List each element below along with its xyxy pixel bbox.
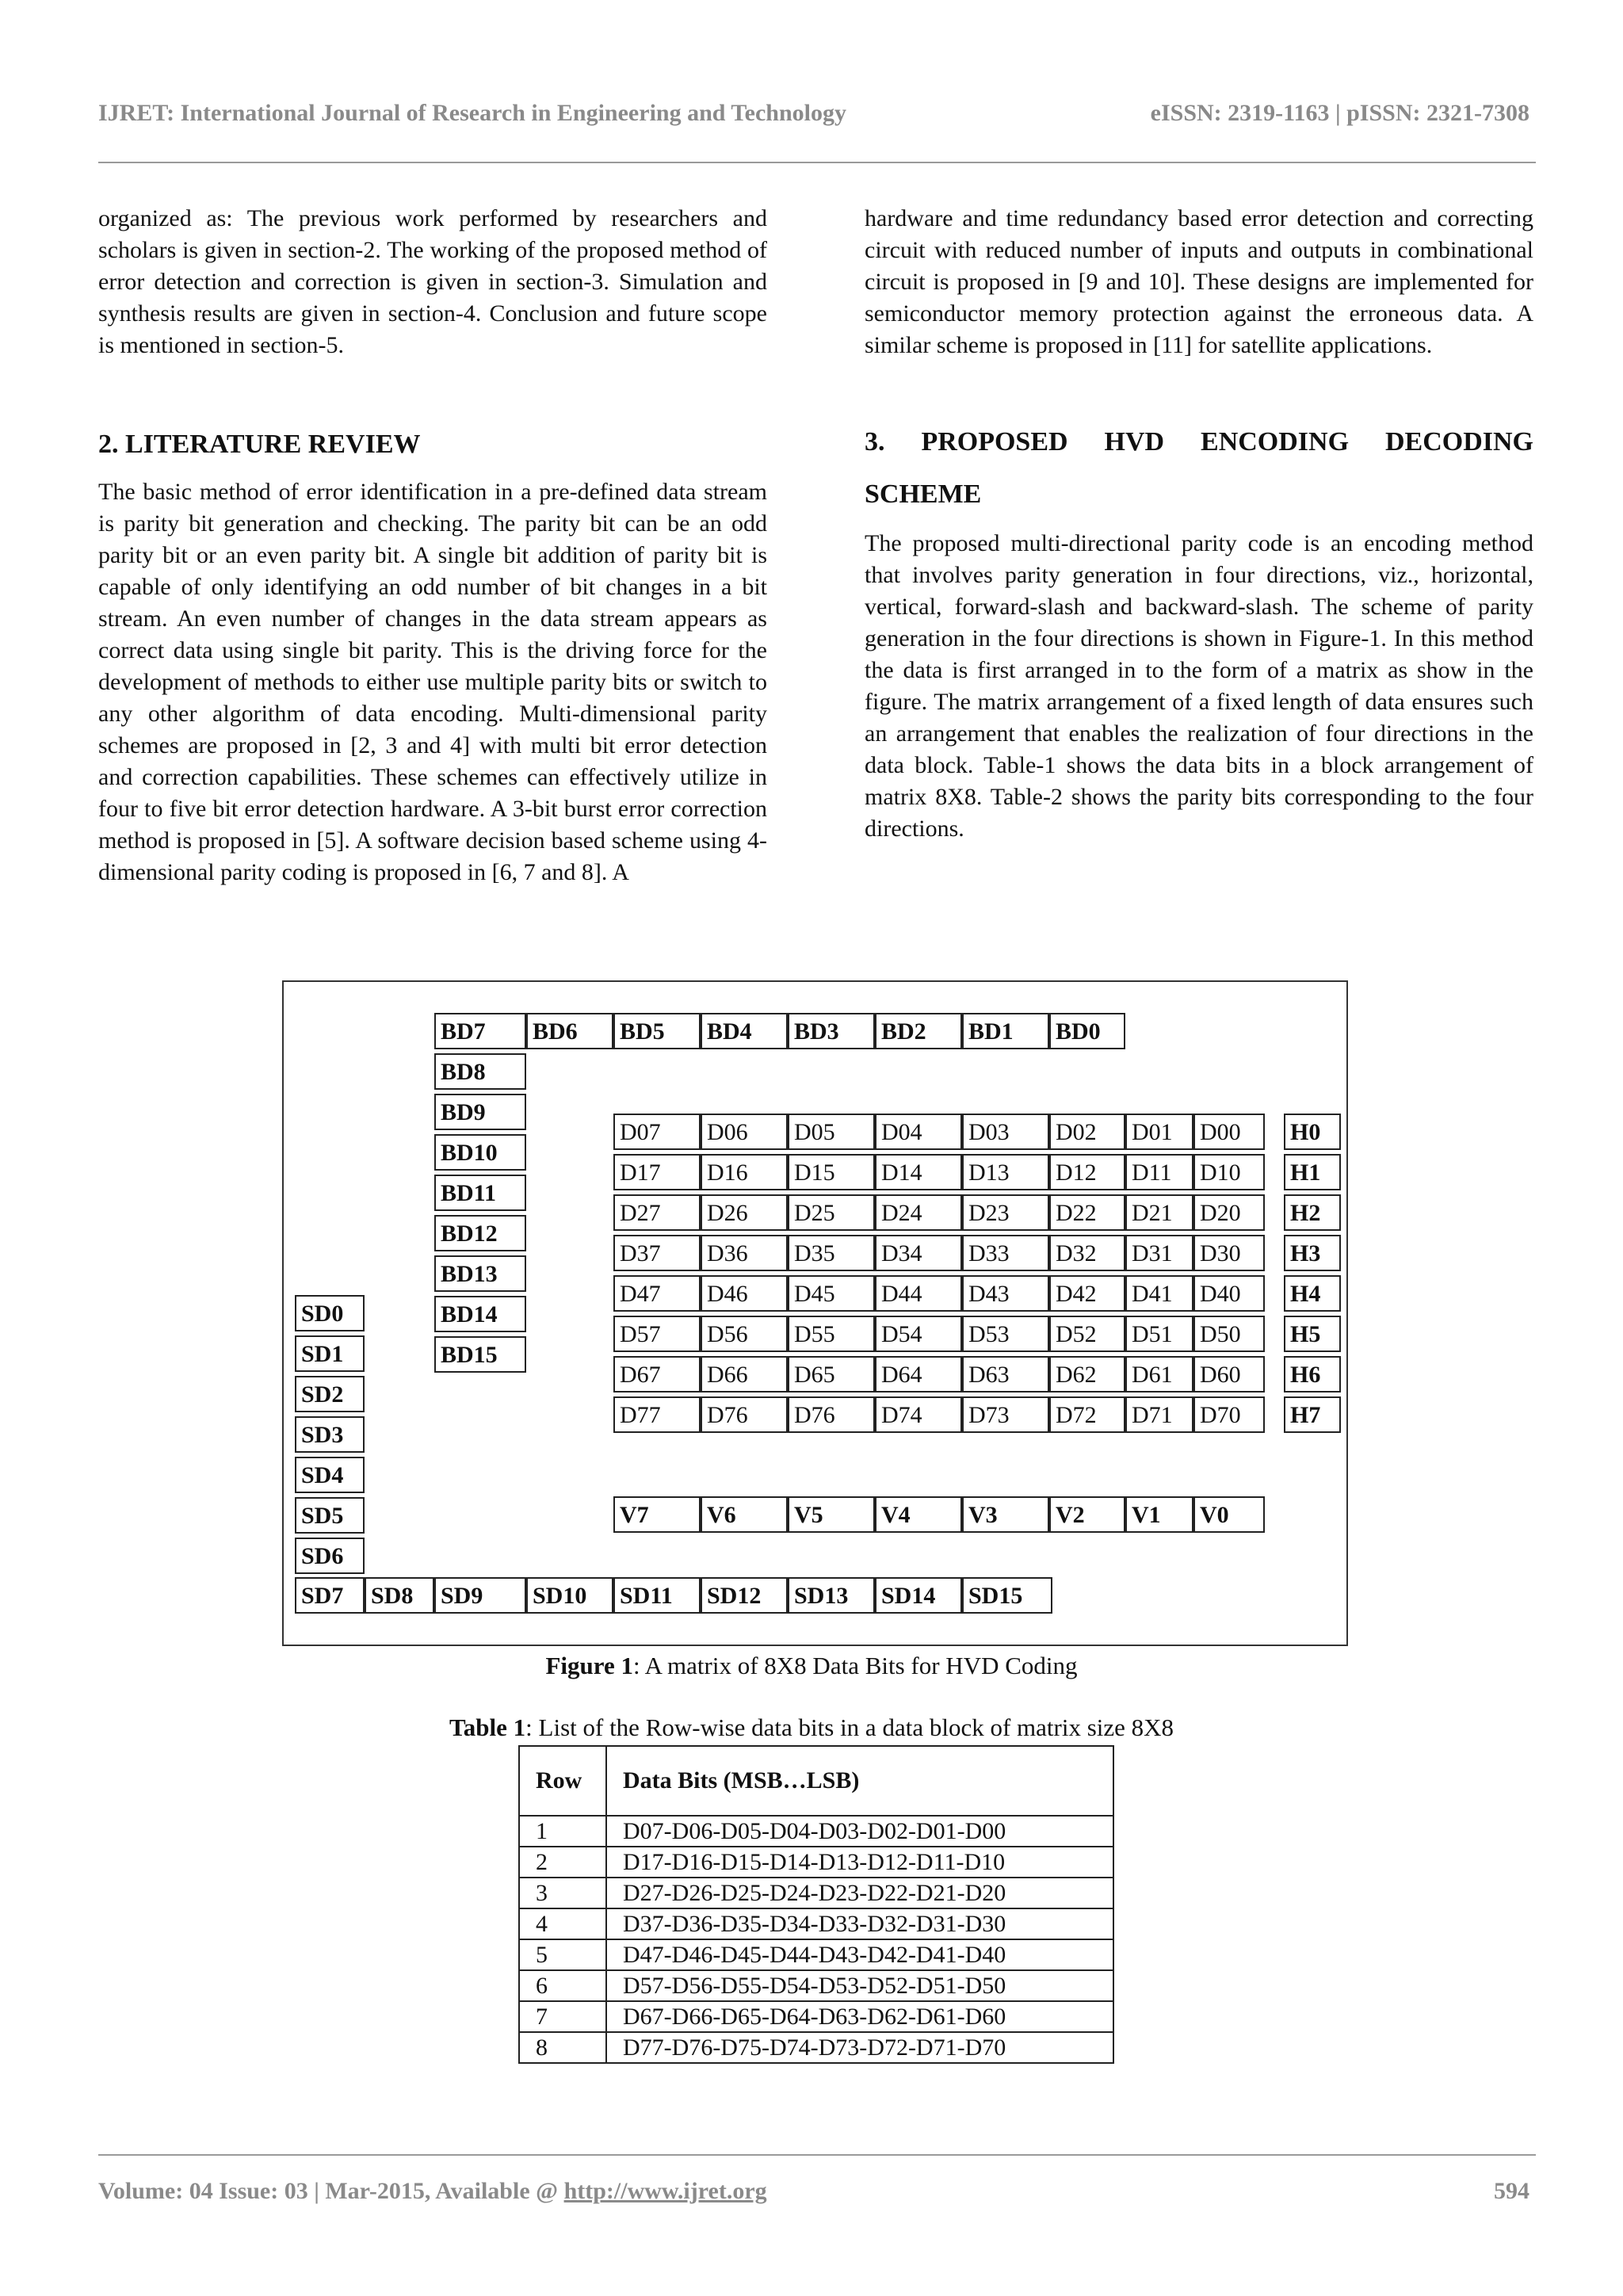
- bd-cell: BD4: [701, 1013, 788, 1049]
- page-header: [98, 100, 1529, 132]
- data-bit-cell: D22: [1049, 1194, 1125, 1231]
- page-number: 594: [1494, 2178, 1529, 2204]
- data-bit-cell: D46: [701, 1275, 788, 1312]
- horizontal-parity-cell: H1: [1284, 1154, 1341, 1190]
- table-header-row: [519, 1746, 1113, 1816]
- data-bit-cell: D14: [875, 1154, 962, 1190]
- sd-cell: SD4: [295, 1457, 365, 1493]
- data-bit-cell: D35: [788, 1235, 875, 1271]
- vertical-parity-cell: V1: [1125, 1496, 1193, 1533]
- horizontal-parity-cell: H4: [1284, 1275, 1341, 1312]
- horizontal-parity-cell: H0: [1284, 1114, 1341, 1150]
- sd-cell: SD15: [962, 1577, 1052, 1614]
- data-bit-cell: D56: [701, 1316, 788, 1352]
- data-bit-cell: D55: [788, 1316, 875, 1352]
- row-number-cell: 2: [519, 1847, 606, 1878]
- data-bit-cell: D45: [788, 1275, 875, 1312]
- vertical-parity-cell: V5: [788, 1496, 875, 1533]
- journal-title: IJRET: International Journal of Research in Engineering and Technology: [98, 100, 847, 126]
- data-bit-cell: D52: [1049, 1316, 1125, 1352]
- data-bit-cell: D71: [1125, 1396, 1193, 1433]
- table-row: [519, 1878, 1113, 1908]
- bd-cell: BD15: [434, 1336, 526, 1373]
- data-bits-cell: D67-D66-D65-D64-D63-D62-D61-D60: [606, 2001, 1113, 2032]
- data-bit-cell: D11: [1125, 1154, 1193, 1190]
- vertical-parity-cell: V2: [1049, 1496, 1125, 1533]
- table-1: [518, 1745, 1114, 2064]
- data-bit-cell: D51: [1125, 1316, 1193, 1352]
- sd-cell: SD11: [613, 1577, 701, 1614]
- data-bits-cell: D27-D26-D25-D24-D23-D22-D21-D20: [606, 1878, 1113, 1908]
- data-bit-cell: D23: [962, 1194, 1049, 1231]
- row-number-cell: 7: [519, 2001, 606, 2032]
- bd-cell: BD1: [962, 1013, 1049, 1049]
- data-bits-cell: D77-D76-D75-D74-D73-D72-D71-D70: [606, 2032, 1113, 2063]
- sd-cell: SD14: [875, 1577, 962, 1614]
- proposed-scheme-paragraph: The proposed multi-directional parity code is an encoding method that involves parity generation in four directions, viz., horizontal, vertical, forward-slash and backward-slash. The scheme of parity generation in the four directions is shown in Figure-1. In this method the data is first arranged in to the form of a matrix as show in the figure. The matrix arrangement of a fixed length of data ensures such an arrangement that enables the realization of four directions in the data block. Table-1 shows the data bits in a block arrangement of matrix 8X8. Table-2 shows the parity bits corresponding to the four directions.: [865, 530, 1533, 842]
- data-bit-cell: D12: [1049, 1154, 1125, 1190]
- sd-cell: SD3: [295, 1416, 365, 1453]
- data-bit-cell: D63: [962, 1356, 1049, 1392]
- sd-cell: SD5: [295, 1497, 365, 1534]
- sd-cell: SD7: [295, 1577, 365, 1614]
- row-number-cell: 6: [519, 1970, 606, 2001]
- data-bit-cell: D04: [875, 1114, 962, 1150]
- table-row: [519, 1908, 1113, 1939]
- data-bit-cell: D34: [875, 1235, 962, 1271]
- header-divider: [98, 162, 1536, 163]
- column-header-row: Row: [519, 1746, 606, 1816]
- journal-link[interactable]: http://www.ijret.org: [563, 2178, 767, 2204]
- horizontal-parity-cell: H5: [1284, 1316, 1341, 1352]
- bd-cell: BD5: [613, 1013, 701, 1049]
- data-bit-cell: D01: [1125, 1114, 1193, 1150]
- bd-cell: BD10: [434, 1134, 526, 1171]
- data-bit-cell: D31: [1125, 1235, 1193, 1271]
- data-bit-cell: D36: [701, 1235, 788, 1271]
- sd-cell: SD12: [701, 1577, 788, 1614]
- data-bit-cell: D72: [1049, 1396, 1125, 1433]
- vertical-parity-cell: V7: [613, 1496, 701, 1533]
- vertical-parity-cell: V3: [962, 1496, 1049, 1533]
- table-row: [519, 1847, 1113, 1878]
- data-bit-cell: D41: [1125, 1275, 1193, 1312]
- volume-info: Volume: 04 Issue: 03 | Mar-2015, Available @ http://www.ijret.org: [98, 2178, 767, 2204]
- sd-cell: SD2: [295, 1376, 365, 1412]
- bd-cell: BD14: [434, 1296, 526, 1332]
- bd-cell: BD12: [434, 1215, 526, 1251]
- data-bit-cell: D05: [788, 1114, 875, 1150]
- data-bit-cell: D50: [1193, 1316, 1265, 1352]
- data-bit-cell: D54: [875, 1316, 962, 1352]
- vertical-parity-cell: V0: [1193, 1496, 1265, 1533]
- data-bit-cell: D15: [788, 1154, 875, 1190]
- bd-cell: BD0: [1049, 1013, 1125, 1049]
- sd-cell: SD1: [295, 1335, 365, 1372]
- intro-paragraph: organized as: The previous work performed by researchers and scholars is given in section-2. The working of the proposed method of error detection and correction is given in section-3. Simulation and synthesis results are given in section-4. Conclusion and future scope is mentioned in section-5.: [98, 205, 767, 358]
- row-number-cell: 5: [519, 1939, 606, 1970]
- table-row: [519, 1816, 1113, 1847]
- data-bits-cell: D57-D56-D55-D54-D53-D52-D51-D50: [606, 1970, 1113, 2001]
- data-bit-cell: D76: [701, 1396, 788, 1433]
- row-number-cell: 8: [519, 2032, 606, 2063]
- data-bits-cell: D37-D36-D35-D34-D33-D32-D31-D30: [606, 1908, 1113, 1939]
- data-bit-cell: D57: [613, 1316, 701, 1352]
- literature-review-heading: 2. LITERATURE REVIEW: [98, 430, 421, 459]
- data-bits-cell: D07-D06-D05-D04-D03-D02-D01-D00: [606, 1816, 1113, 1847]
- sd-cell: SD0: [295, 1295, 365, 1331]
- data-bit-cell: D27: [613, 1194, 701, 1231]
- data-bits-cell: D47-D46-D45-D44-D43-D42-D41-D40: [606, 1939, 1113, 1970]
- row-number-cell: 3: [519, 1878, 606, 1908]
- literature-review-paragraph: The basic method of error identification in a pre-defined data stream is parity bit generation and checking. The parity bit can be an odd parity bit or an even parity bit. A single bit addition of parity bit is capable of only identifying an odd number of bit changes in a bit stream. An even number of changes in the data stream appears as correct data using single bit parity. This is the driving force for the development of methods to either use multiple parity bits or switch to any other algorithm of data encoding. Multi-dimensional parity schemes are proposed in [2, 3 and 4] with multi bit error detection and correction capabilities. These schemes can effectively utilize in four to five bit error detection hardware. A 3-bit burst error correction method is proposed in [5]. A software decision based scheme using 4-dimensional parity coding is proposed in [6, 7 and 8]. A: [98, 479, 767, 885]
- data-bit-cell: D66: [701, 1356, 788, 1392]
- data-bit-cell: D40: [1193, 1275, 1265, 1312]
- data-bit-cell: D20: [1193, 1194, 1265, 1231]
- data-bit-cell: D61: [1125, 1356, 1193, 1392]
- data-bit-cell: D25: [788, 1194, 875, 1231]
- table-row: [519, 1939, 1113, 1970]
- bd-cell: BD8: [434, 1053, 526, 1090]
- data-bit-cell: D67: [613, 1356, 701, 1392]
- sd-cell: SD6: [295, 1538, 365, 1574]
- data-bit-cell: D62: [1049, 1356, 1125, 1392]
- bd-cell: BD3: [788, 1013, 875, 1049]
- bd-cell: BD9: [434, 1094, 526, 1130]
- vertical-parity-cell: V6: [701, 1496, 788, 1533]
- horizontal-parity-cell: H2: [1284, 1194, 1341, 1231]
- data-bit-cell: D32: [1049, 1235, 1125, 1271]
- bd-cell: BD7: [434, 1013, 526, 1049]
- data-bit-cell: D03: [962, 1114, 1049, 1150]
- column-header-data-bits: Data Bits (MSB…LSB): [606, 1746, 1113, 1816]
- bd-cell: BD13: [434, 1255, 526, 1292]
- horizontal-parity-cell: H7: [1284, 1396, 1341, 1433]
- figure-caption: Figure 1: A matrix of 8X8 Data Bits for HVD Coding: [545, 1652, 1078, 1679]
- sd-cell: SD13: [788, 1577, 875, 1614]
- data-bit-cell: D43: [962, 1275, 1049, 1312]
- data-bit-cell: D44: [875, 1275, 962, 1312]
- table-caption: Table 1: List of the Row-wise data bits in a data block of matrix size 8X8: [449, 1713, 1174, 1741]
- data-bit-cell: D17: [613, 1154, 701, 1190]
- continuation-paragraph: hardware and time redundancy based error detection and correcting circuit with reduced number of inputs and outputs in combinational circuit is proposed in [9 and 10]. These designs are implemented for semiconductor memory protection against the erroneous data. A similar scheme is proposed in [11] for satellite applications.: [865, 205, 1533, 358]
- table-row: [519, 2032, 1113, 2063]
- data-bit-cell: D02: [1049, 1114, 1125, 1150]
- proposed-scheme-heading: 3. PROPOSED HVD ENCODING DECODING: [865, 427, 1533, 457]
- data-bit-cell: D74: [875, 1396, 962, 1433]
- data-bit-cell: D37: [613, 1235, 701, 1271]
- footer-divider: [98, 2154, 1536, 2156]
- data-bit-cell: D60: [1193, 1356, 1265, 1392]
- data-bit-cell: D16: [701, 1154, 788, 1190]
- bd-cell: BD6: [526, 1013, 613, 1049]
- data-bit-cell: D77: [613, 1396, 701, 1433]
- data-bit-cell: D07: [613, 1114, 701, 1150]
- data-bit-cell: D10: [1193, 1154, 1265, 1190]
- table-row: [519, 2001, 1113, 2032]
- data-bits-cell: D17-D16-D15-D14-D13-D12-D11-D10: [606, 1847, 1113, 1878]
- sd-cell: SD9: [434, 1577, 526, 1614]
- data-bit-cell: D06: [701, 1114, 788, 1150]
- data-bit-cell: D65: [788, 1356, 875, 1392]
- bd-cell: BD2: [875, 1013, 962, 1049]
- data-bit-cell: D00: [1193, 1114, 1265, 1150]
- sd-cell: SD8: [365, 1577, 434, 1614]
- data-bit-cell: D13: [962, 1154, 1049, 1190]
- sd-cell: SD10: [526, 1577, 613, 1614]
- bd-cell: BD11: [434, 1175, 526, 1211]
- data-bit-cell: D42: [1049, 1275, 1125, 1312]
- data-bit-cell: D76: [788, 1396, 875, 1433]
- data-bit-cell: D33: [962, 1235, 1049, 1271]
- horizontal-parity-cell: H6: [1284, 1356, 1341, 1392]
- data-bit-cell: D24: [875, 1194, 962, 1231]
- data-bit-cell: D53: [962, 1316, 1049, 1352]
- row-number-cell: 4: [519, 1908, 606, 1939]
- data-bit-cell: D70: [1193, 1396, 1265, 1433]
- page-footer: [98, 2178, 1529, 2210]
- data-bit-cell: D73: [962, 1396, 1049, 1433]
- vertical-parity-cell: V4: [875, 1496, 962, 1533]
- data-bit-cell: D64: [875, 1356, 962, 1392]
- table-row: [519, 1970, 1113, 2001]
- horizontal-parity-cell: H3: [1284, 1235, 1341, 1271]
- issn-text: eISSN: 2319-1163 | pISSN: 2321-7308: [1150, 100, 1529, 126]
- row-number-cell: 1: [519, 1816, 606, 1847]
- data-bit-cell: D26: [701, 1194, 788, 1231]
- proposed-scheme-heading-cont: SCHEME: [865, 479, 982, 509]
- data-bit-cell: D47: [613, 1275, 701, 1312]
- data-bit-cell: D21: [1125, 1194, 1193, 1231]
- data-bit-cell: D30: [1193, 1235, 1265, 1271]
